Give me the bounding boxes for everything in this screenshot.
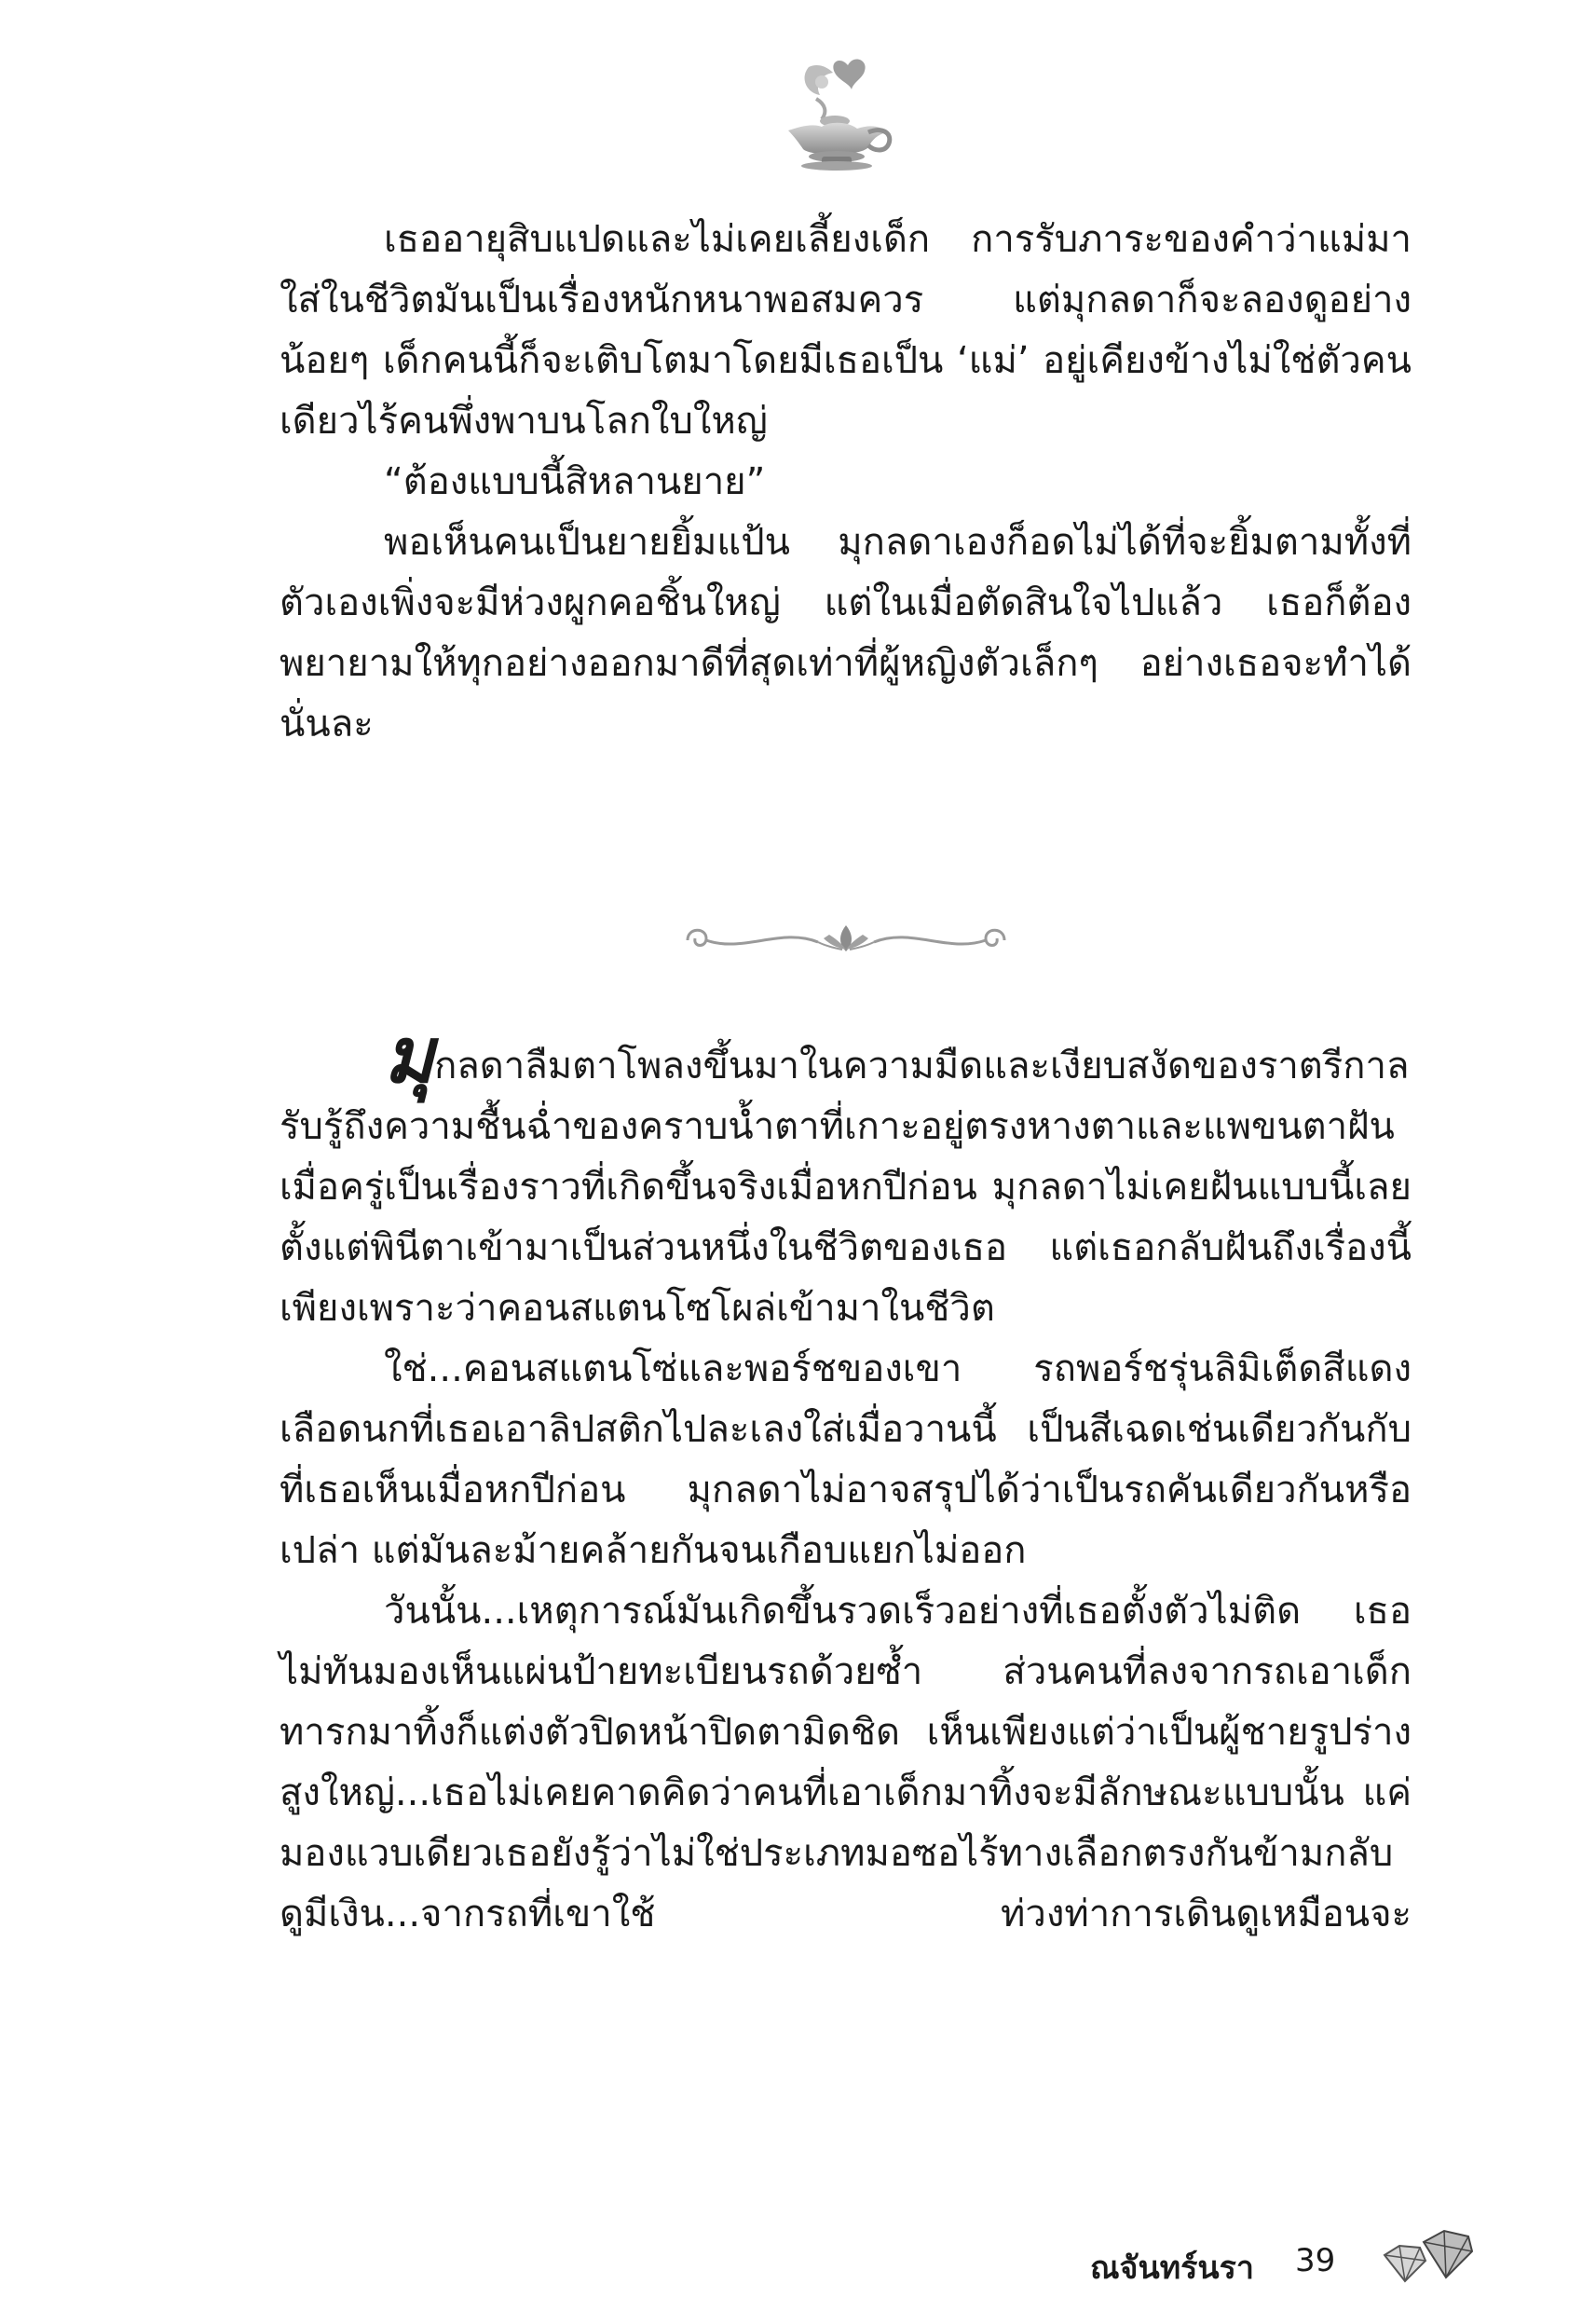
page-footer (1090, 2236, 1500, 2292)
diamonds-icon (1377, 2223, 1480, 2289)
drop-cap: มุ (384, 1011, 435, 1101)
paragraph: ใช่...คอนสแตนโซ่และพอร์ชของเขา รถพอร์ชรุ่นลิมิเต็ดสีแดงเลือดนกที่เธอเอาลิปสติกไปละเลงใส่เมื่อวานนี้ เป็นสีเฉดเช่นเดียวกันกับที่เธอเห็นเมื่อหกปีก่อน มุกลดาไม่อาจสรุปได้ว่าเป็นรถคันเดียวกันหรือเปล่า แต่มันละม้ายคล้ายกันจนเกือบแยกไม่ออก (280, 1347, 1412, 1572)
paragraph-text: กลดาลืมตาโพลงขึ้นมาในความมืดและเงียบสงัดของราตรีกาลรับรู้ถึงความชื้นฉ่ำของคราบน้ำตาที่เกาะอยู่ตรงหางตาและแพขนตาฝันเมื่อครู่เป็นเรื่องราวที่เกิดขึ้นจริงเมื่อหกปีก่อน มุกลดาไม่เคยฝันแบบนี้เลยตั้งแต่พินีตาเข้ามาเป็นส่วนหนึ่งในชีวิตของเธอ แต่เธอกลับฝันถึงเรื่องนี้เพียงเพราะว่าคอนสแตนโซโผล่เข้ามาในชีวิต (280, 1045, 1412, 1330)
paragraph (280, 1011, 1412, 1339)
paragraph: พอเห็นคนเป็นยายยิ้มแป้น มุกลดาเองก็อดไม่ได้ที่จะยิ้มตามทั้งที่ตัวเองเพิ่งจะมีห่วงผูกคอชิ้นใหญ่ แต่ในเมื่อตัดสินใจไปแล้ว เธอก็ต้องพยายามให้ทุกอย่างออกมาดีที่สุดเท่าที่ผู้หญิงตัวเล็กๆ อย่างเธอจะทำได้นั่นละ (280, 521, 1412, 745)
page-number: 39 (1295, 2242, 1336, 2279)
section-one (280, 210, 1412, 755)
dialogue-line: “ต้องแบบนี้สิหลานยาย” (384, 460, 766, 503)
genie-lamp-ornament-icon (760, 47, 909, 177)
author-name: ณจันทร์นรา (1090, 2249, 1254, 2287)
section-two (280, 1011, 1412, 1945)
paragraph: วันนั้น...เหตุการณ์มันเกิดขึ้นรวดเร็วอย่างที่เธอตั้งตัวไม่ติด เธอไม่ทันมองเห็นแผ่นป้ายทะเบียนรถด้วยซ้ำ ส่วนคนที่ลงจากรถเอาเด็กทารกมาทิ้งก็แต่งตัวปิดหน้าปิดตามิดชิด เห็นเพียงแต่ว่าเป็นผู้ชายรูปร่างสูงใหญ่...เธอไม่เคยคาดคิดว่าคนที่เอาเด็กมาทิ้งจะมีลักษณะแบบนั้น แค่มองแวบเดียวเธอยังรู้ว่าไม่ใช่ประเภทมอซอไร้ทางเลือกตรงกันข้ามกลับดูมีเงิน...จากรถที่เขาใช้ ท่วงท่าการเดินดูเหมือนจะ (280, 1590, 1412, 1935)
paragraph: เธออายุสิบแปดและไม่เคยเลี้ยงเด็ก การรับภาระของคำว่าแม่มาใส่ในชีวิตมันเป็นเรื่องหนักหนาพอสมควร แต่มุกลดาก็จะลองดูอย่างน้อยๆ เด็กคนนี้ก็จะเติบโตมาโดยมีเธอเป็น ‘แม่’ อยู่เคียงข้างไม่ใช่ตัวคนเดียวไร้คนพึ่งพาบนโลกใบใหญ่ (280, 218, 1412, 443)
flourish-divider-icon (669, 918, 1023, 963)
